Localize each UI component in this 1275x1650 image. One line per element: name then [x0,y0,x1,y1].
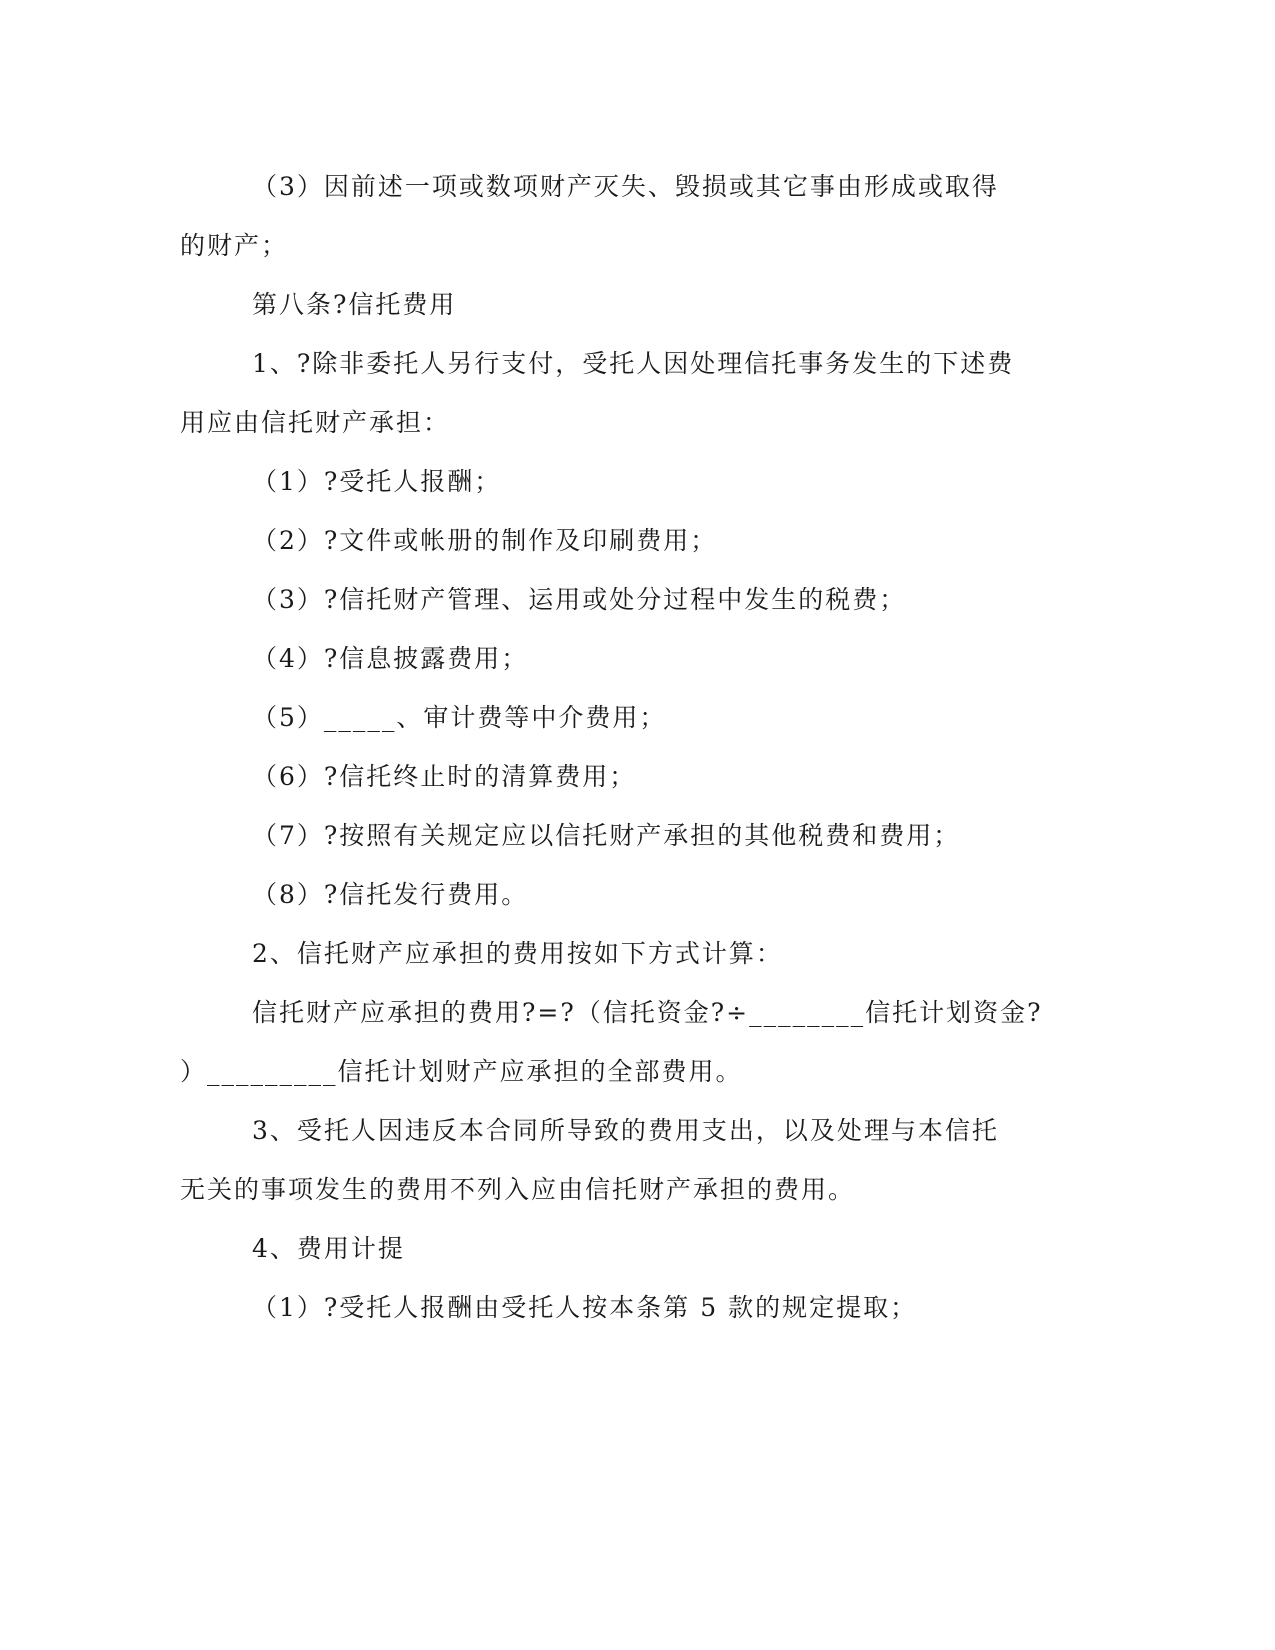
paragraph-line: （6）?信托终止时的清算费用； [252,762,637,791]
clause-3 [180,1101,1040,1160]
list-item [180,865,1040,924]
clause-4 [180,1219,1040,1278]
list-item [180,452,1040,511]
list-item [180,629,1040,688]
list-item [180,570,1040,629]
paragraph-line: 3、受托人因违反本合同所导致的费用支出，以及处理与本信托 [252,1116,999,1145]
paragraph-line: 的财产； [180,231,289,260]
formula-paragraph [180,983,1043,1042]
paragraph-line: （7）?按照有关规定应以信托财产承担的其他税费和费用； [252,821,961,850]
list-item [180,1278,1040,1337]
paragraph-line: 用应由信托财产承担： [180,408,451,437]
paragraph-continuation [180,1042,1040,1101]
paragraph-line: 信托财产应承担的费用?=?（信托资金?÷________信托计划资金? [252,998,1043,1027]
paragraph-line: （3）?信托财产管理、运用或处分过程中发生的税费； [252,585,907,614]
list-item [180,511,1040,570]
paragraph-line: 第八条?信托费用 [252,290,457,319]
paragraph-line: （2）?文件或帐册的制作及印刷费用； [252,526,718,555]
paragraph-line: 2、信托财产应承担的费用按如下方式计算： [252,939,783,968]
paragraph-continuation [180,393,1040,452]
list-item [180,688,1040,747]
paragraph-line: （1）?受托人报酬； [252,467,502,496]
list-item [180,747,1040,806]
paragraph-line: （3）因前述一项或数项财产灭失、毁损或其它事由形成或取得 [252,172,999,201]
document-body [180,157,1043,1337]
article-heading [180,275,1040,334]
paragraph-line: 4、费用计提 [252,1234,405,1263]
paragraph-continuation [180,1160,1040,1219]
paragraph-line: 1、?除非委托人另行支付，受托人因处理信托事务发生的下述费 [252,349,1015,378]
clause-1 [180,334,1040,393]
paragraph-line: （1）?受托人报酬由受托人按本条第 5 款的规定提取； [252,1293,918,1322]
clause-2 [180,924,1040,983]
paragraph-line: ）_________信托计划财产应承担的全部费用。 [180,1057,743,1086]
paragraph-line: （5）_____、审计费等中介费用； [252,703,667,732]
paragraph-line: （8）?信托发行费用。 [252,880,529,909]
paragraph-line: （4）?信息披露费用； [252,644,529,673]
paragraph-continuation [180,216,1040,275]
paragraph-item-3-property [180,157,1040,216]
list-item [180,806,1040,865]
paragraph-line: 无关的事项发生的费用不列入应由信托财产承担的费用。 [180,1175,856,1204]
